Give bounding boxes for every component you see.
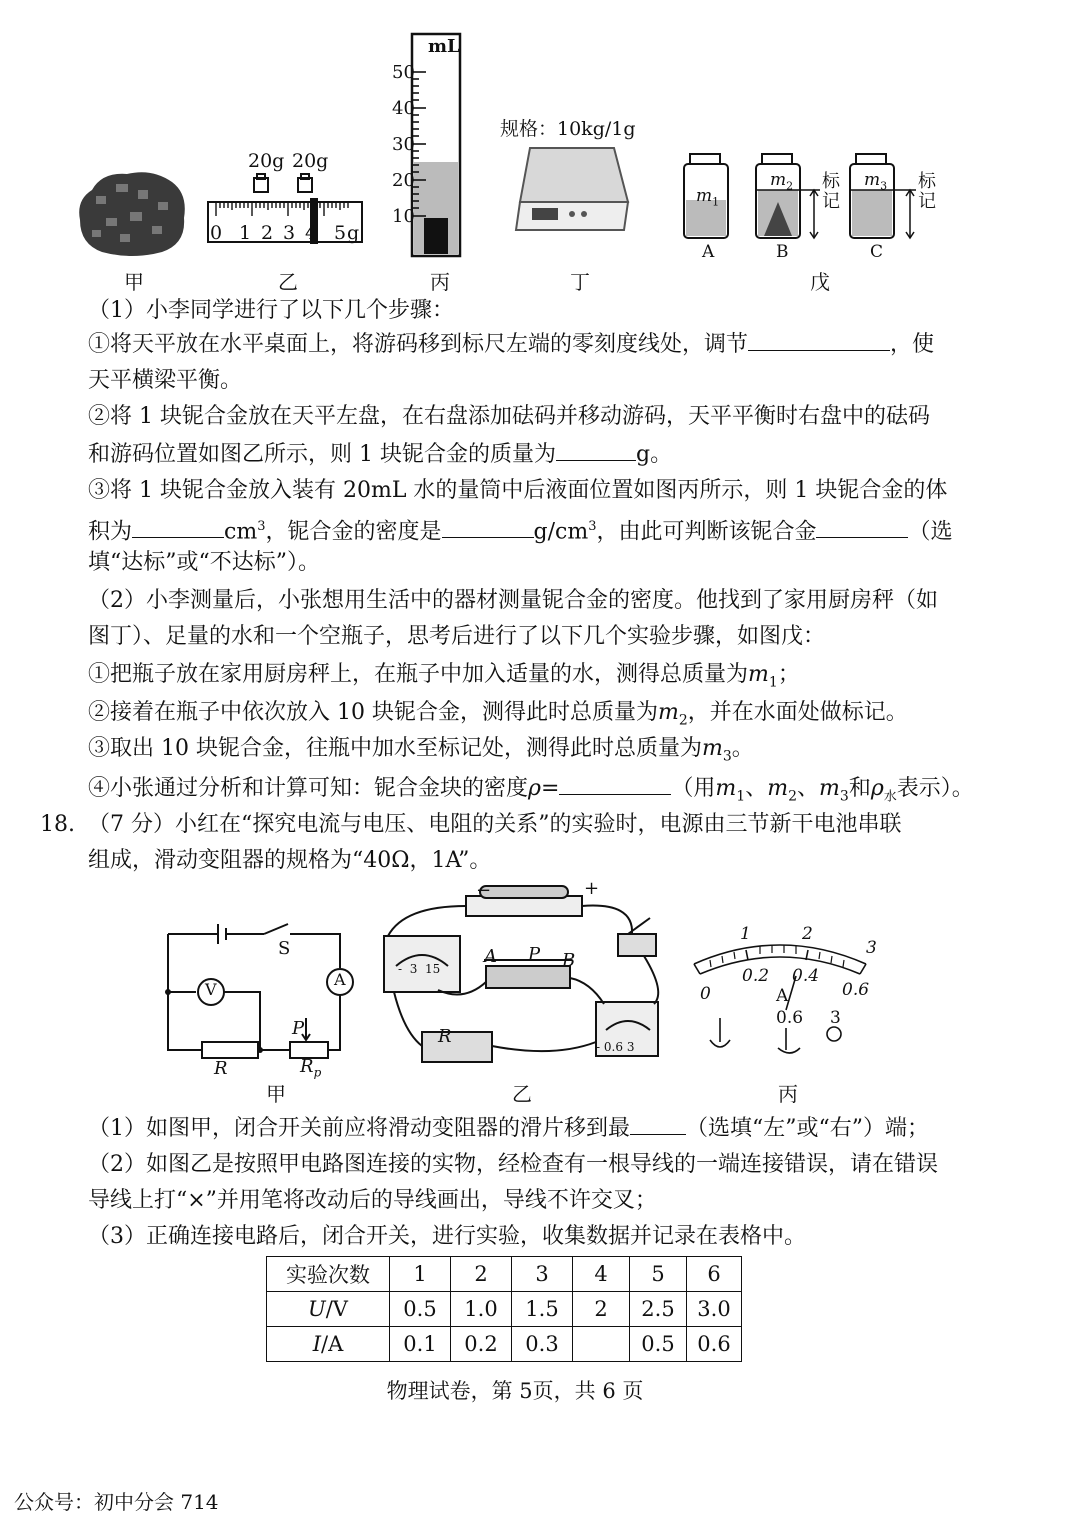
cylinder-tick-20: 20 — [392, 170, 415, 191]
alloy-blocks-photo — [72, 160, 190, 260]
q18-number: 18. — [40, 812, 75, 837]
q17-step1-cont: 天平横梁平衡。 — [88, 368, 243, 393]
q17-step3-cont: 积为 $cm^3$，铌合金的密度是 $g/cm^3$，由此可判断该铌合金 （选 — [88, 512, 953, 547]
circuit-label-P: P — [292, 1018, 305, 1039]
table-row-voltage: U/V 0.5 1.0 1.5 2 2.5 3.0 — [267, 1292, 742, 1327]
mark-label-C: 标记 — [918, 171, 936, 212]
q17-part2: （2）小李测量后，小张想用生活中的器材测量铌合金的密度。他找到了家用厨房秤（如 — [88, 588, 938, 613]
battery-plus: + — [584, 878, 600, 899]
q17-step2: ②将 1 块铌合金放在天平左盘，在右盘添加砝码并移动游码，天平平衡时右盘中的砝码 — [88, 404, 930, 429]
caption-yi-circuit: 乙 — [512, 1082, 532, 1106]
caption-jia-circuit: 甲 — [266, 1082, 286, 1106]
bottle-C-label: C — [870, 242, 884, 262]
rheostat-B: B — [562, 950, 576, 971]
data-table — [266, 1256, 742, 1362]
dial-bottom-06: 0.6 — [842, 980, 870, 1000]
rheostat-P: P — [528, 944, 541, 965]
caption-wu-top: 戊 — [810, 270, 830, 294]
dial-bottom-04: 0.4 — [792, 966, 820, 986]
dial-term-06: 0.6 — [776, 1008, 804, 1028]
weight-label-1: 20g — [248, 150, 285, 172]
cylinder-tick-40: 40 — [392, 98, 415, 119]
caption-bing-dial: 丙 — [778, 1082, 798, 1106]
voltmeter-ticks: - 3 15 — [398, 962, 441, 976]
dial-bottom-02: 0.2 — [742, 966, 770, 986]
mark-label-B: 标记 — [822, 171, 840, 212]
circuit-label-V: V — [205, 980, 217, 999]
q17-part2-cont: 图丁）、足量的水和一个空瓶子，思考后进行了以下几个实验步骤，如图戊： — [88, 624, 826, 649]
bottle-A-mass: $m_1$ — [696, 186, 720, 209]
q17-part1-intro: （1）小李同学进行了以下几个步骤： — [88, 298, 454, 323]
dial-term-3: 3 — [830, 1008, 841, 1028]
weight-label-2: 20g — [292, 150, 329, 172]
q18-p2: （2）如图乙是按照甲电路图连接的实物，经检查有一根导线的一端连接错误，请在错误 — [88, 1152, 938, 1177]
circuit-label-Rp: $R_p$ — [300, 1056, 322, 1080]
q17-step1: ①将天平放在水平桌面上，将游码移到标尺左端的零刻度线处，调节 ，使 — [88, 328, 934, 360]
bottle-B-label: B — [776, 242, 789, 262]
caption-ding-top: 丁 — [570, 270, 590, 294]
dial-top-1: 1 — [740, 924, 751, 944]
answer-blank-standard[interactable] — [816, 515, 908, 538]
answer-blank-mass[interactable] — [556, 438, 636, 461]
answer-blank-volume[interactable] — [132, 515, 224, 538]
answer-cell-current[interactable] — [573, 1327, 630, 1362]
answer-blank-formula[interactable] — [559, 772, 671, 795]
cylinder-tick-10: 10 — [392, 206, 415, 227]
q18-p3: （3）正确连接电路后，闭合开关，进行实验，收集数据并记录在表格中。 — [88, 1224, 806, 1249]
table-row-header: 实验次数 1 2 3 4 5 6 — [267, 1257, 742, 1292]
battery-minus: − — [476, 880, 492, 901]
q18-stem-cont: 组成，滑动变阻器的规格为“40Ω，1A”。 — [88, 848, 492, 873]
caption-bing-top: 丙 — [430, 270, 450, 294]
q18-p2-cont: 导线上打“×”并用笔将改动后的导线画出，导线不许交叉； — [88, 1188, 657, 1213]
cylinder-tick-50: 50 — [392, 62, 415, 83]
dial-top-3: 3 — [866, 938, 877, 958]
table-row-current: I/A 0.1 0.2 0.3 0.5 0.6 — [267, 1327, 742, 1362]
answer-blank-density[interactable] — [442, 515, 534, 538]
q17-step3: ③将 1 块铌合金放入装有 20mL 水的量筒中后液面位置如图丙所示，则 1 块铌合金的体 — [88, 478, 948, 503]
bottle-A-label: A — [702, 242, 715, 262]
caption-yi-top: 乙 — [278, 270, 298, 294]
caption-jia-top: 甲 — [124, 270, 144, 294]
bottle-C-mass: $m_3$ — [864, 170, 888, 193]
resistor-R: R — [438, 1026, 452, 1047]
page-footer: 物理试卷，第 5页，共 6 页 — [386, 1379, 644, 1403]
q18-p1: （1）如图甲，闭合开关前应将滑动变阻器的滑片移到最 （选填“左”或“右”）端； — [88, 1112, 929, 1144]
q17-t4: ④小张通过分析和计算可知：铌合金块的密度ρ= （用$m_1$、$m_2$、$m_3$和$\rho_水$表示）。 — [88, 772, 974, 812]
cylinder-unit: mL — [428, 36, 460, 57]
q17-t2: ②接着在瓶子中依次放入 10 块铌合金，测得此时总质量为$m_2$，并在水面处做标记。 — [88, 700, 908, 729]
q17-t3: ③取出 10 块铌合金，往瓶中加水至标记处，测得此时总质量为$m_3$。 — [88, 736, 754, 765]
cylinder-tick-30: 30 — [392, 134, 415, 155]
q17-t1: ①把瓶子放在家用厨房秤上，在瓶子中加入适量的水，测得总质量为$m_1$； — [88, 662, 800, 691]
answer-blank-1[interactable] — [748, 328, 890, 351]
dial-bottom-0: 0 — [700, 984, 711, 1004]
kitchen-scale-photo — [510, 140, 632, 240]
circuit-label-A: A — [334, 970, 346, 989]
graduated-cylinder — [408, 30, 464, 260]
q17-step2-cont: 和游码位置如图乙所示，则 1 块铌合金的质量为 g。 — [88, 438, 672, 470]
dial-unit: A — [776, 986, 789, 1006]
circuit-label-S: S — [278, 938, 291, 959]
circuit-diagram — [160, 920, 360, 1066]
watermark: 公众号：初中分会 714 — [14, 1490, 219, 1514]
rheostat-A: A — [484, 946, 497, 967]
answer-blank-slider[interactable] — [630, 1112, 686, 1135]
scale-spec: 规格：10kg/1g — [500, 118, 636, 140]
bottle-B-mass: $m_2$ — [770, 170, 794, 193]
circuit-label-R: R — [214, 1058, 228, 1079]
dial-top-2: 2 — [802, 924, 813, 944]
q17-step3-cont2: 填“达标”或“不达标”）。 — [88, 550, 320, 575]
ammeter-ticks: - 0.6 3 — [596, 1040, 635, 1054]
q18-stem: （7 分）小红在“探究电流与电压、电阻的关系”的实验时，电源由三节新干电池串联 — [88, 812, 902, 837]
